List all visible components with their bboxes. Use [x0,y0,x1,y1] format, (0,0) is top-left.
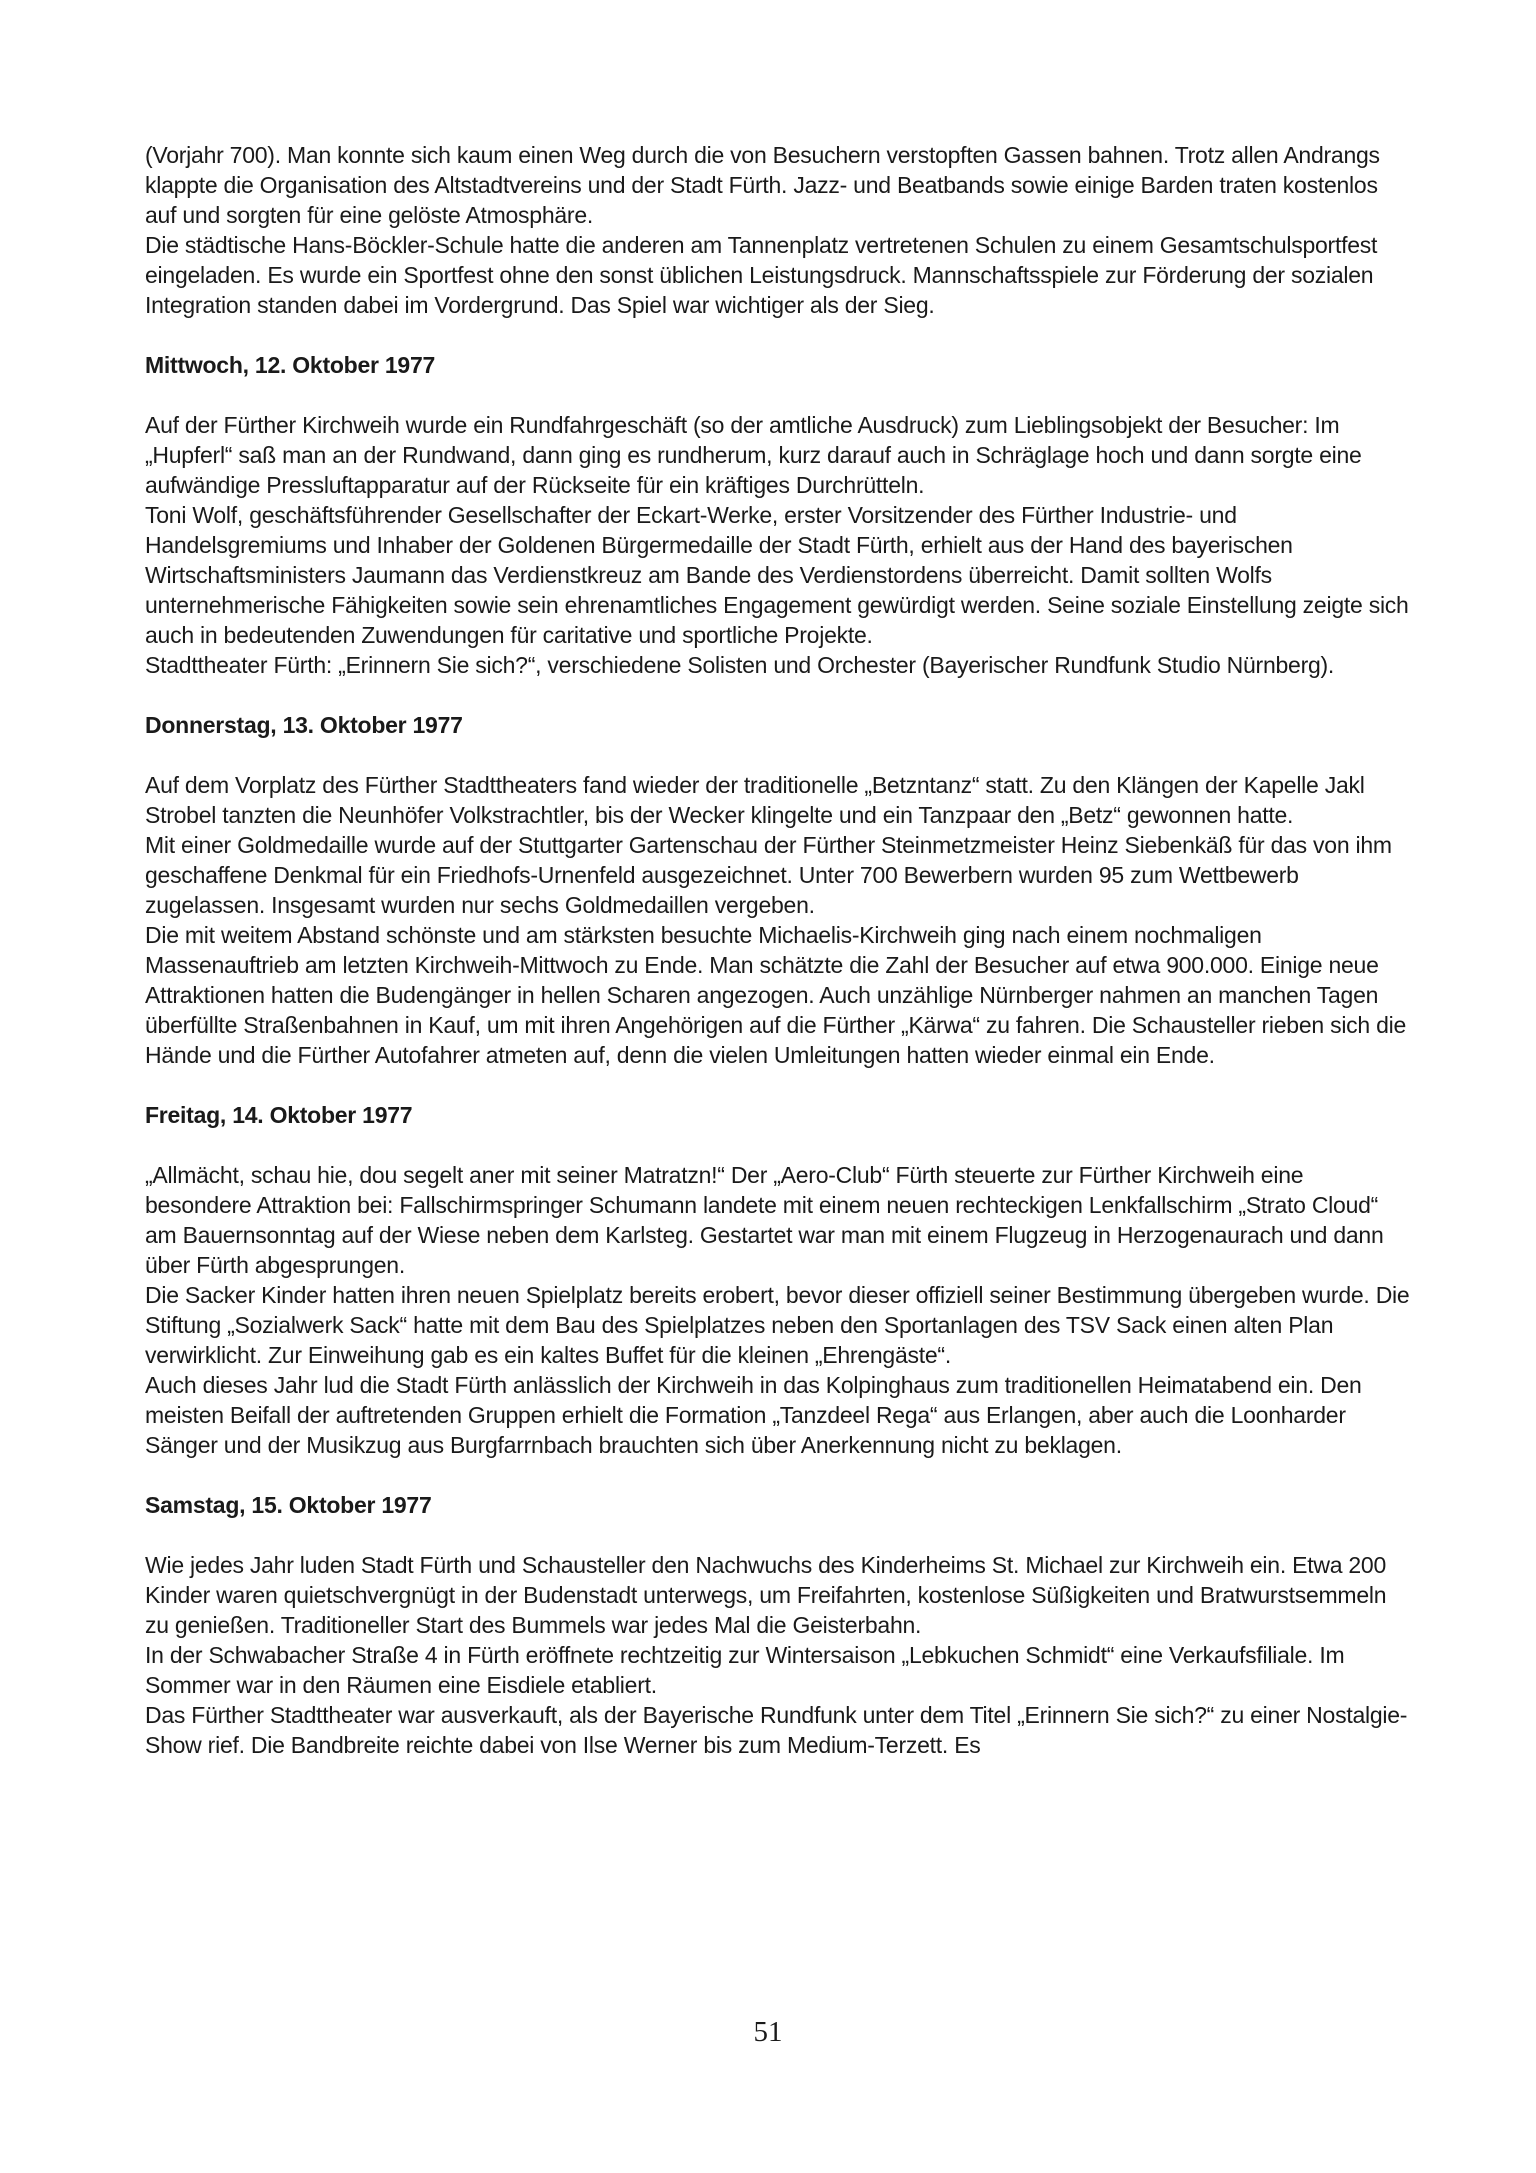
page-number: 51 [753,2016,783,2048]
intro-block [145,140,1410,320]
intro-paragraph: Die städtische Hans-Böckler-Schule hatte die anderen am Tannenplatz vertretenen Schulen zu einem Gesamtschulsportfest eingeladen. Es wurde ein Sportfest ohne den sonst üblichen Leistungsdruck. Mannschaftsspiele zur Förderung der sozialen Integration standen dabei im Vordergrund. Das Spiel war wichtiger als der Sieg. [145,232,1378,318]
section-paragraph: Mit einer Goldmedaille wurde auf der Stuttgarter Gartenschau der Fürther Steinmetzmeister Heinz Siebenkäß für das von ihm geschaffene Denkmal für ein Friedhofs-Urnenfeld ausgezeichnet. Unter 700 Bewerbern wurden 95 zum Wettbewerb zugelassen. Insgesamt wurden nur sechs Goldmedaillen vergeben. [145,832,1392,918]
section-paragraph: Toni Wolf, geschäftsführender Gesellschafter der Eckart-Werke, erster Vorsitzender des Fürther Industrie- und Handelsgremiums und Inhaber der Goldenen Bürgermedaille der Stadt Fürth, erhielt aus der Hand des bayerischen Wirtschaftsministers Jaumann das Verdienstkreuz am Bande des Verdienstordens überreicht. Damit sollten Wolfs unternehmerische Fähigkeiten sowie sein ehrenamtliches Engagement gewürdigt werden. Seine soziale Einstellung zeigte sich auch in bedeutenden Zuwendungen für caritative und sportliche Projekte. [145,502,1409,648]
section-paragraph: „Allmächt, schau hie, dou segelt aner mit seiner Matratzn!“ Der „Aero-Club“ Fürth steuerte zur Fürther Kirchweih eine besondere Attraktion bei: Fallschirmspringer Schumann landete mit einem neuen rechteckigen Lenkfallschirm „Strato Cloud“ am Bauernsonntag auf der Wiese neben dem Karlsteg. Gestartet war man mit einem Flugzeug in Herzogenaurach und dann über Fürth abgesprungen. [145,1162,1384,1278]
section-paragraph: Auf dem Vorplatz des Fürther Stadttheaters fand wieder der traditionelle „Betzntanz“ statt. Zu den Klängen der Kapelle Jakl Strobel tanzten die Neunhöfer Volkstrachtler, bis der Wecker klingelte und ein Tanzpaar den „Betz“ gewonnen hatte. [145,772,1365,828]
day-section-wednesday [145,350,1410,680]
section-paragraph: Auch dieses Jahr lud die Stadt Fürth anlässlich der Kirchweih in das Kolpinghaus zum traditionellen Heimatabend ein. Den meisten Beifall der auftretenden Gruppen erhielt die Formation „Tanzdeel Rega“ aus Erlangen, aber auch die Loonharder Sänger und der Musikzug aus Burgfarrnbach brauchten sich über Anerkennung nicht zu beklagen. [145,1372,1362,1458]
section-heading: Donnerstag, 13. Oktober 1977 [145,712,463,738]
section-heading: Mittwoch, 12. Oktober 1977 [145,352,436,378]
section-paragraph: Wie jedes Jahr luden Stadt Fürth und Schausteller den Nachwuchs des Kinderheims St. Michael zur Kirchweih ein. Etwa 200 Kinder waren quietschvergnügt in der Budenstadt unterwegs, um Freifahrten, kostenlose Süßigkeiten und Bratwurstsemmeln zu genießen. Traditioneller Start des Bummels war jedes Mal die Geisterbahn. [145,1552,1387,1638]
section-paragraph: Die Sacker Kinder hatten ihren neuen Spielplatz bereits erobert, bevor dieser offiziell seiner Bestimmung übergeben wurde. Die Stiftung „Sozialwerk Sack“ hatte mit dem Bau des Spielplatzes neben den Sportanlagen des TSV Sack einen alten Plan verwirklicht. Zur Einweihung gab es ein kaltes Buffet für die kleinen „Ehrengäste“. [145,1282,1410,1368]
section-paragraph: Die mit weitem Abstand schönste und am stärksten besuchte Michaelis-Kirchweih ging nach einem nochmaligen Massenauftrieb am letzten Kirchweih-Mittwoch zu Ende. Man schätzte die Zahl der Besucher auf etwa 900.000. Einige neue Attraktionen hatten die Budengänger in hellen Scharen angezogen. Auch unzählige Nürnberger nahmen an manchen Tagen überfüllte Straßenbahnen in Kauf, um mit ihren Angehörigen auf die Fürther „Kärwa“ zu fahren. Die Schausteller rieben sich die Hände und die Fürther Autofahrer atmeten auf, denn die vielen Umleitungen hatten wieder einmal ein Ende. [145,922,1407,1068]
section-paragraph: Das Fürther Stadttheater war ausverkauft, als der Bayerische Rundfunk unter dem Titel „Erinnern Sie sich?“ zu einer Nostalgie-Show rief. Die Bandbreite reichte dabei von Ilse Werner bis zum Medium-Terzett. Es [145,1702,1408,1758]
day-section-thursday [145,710,1410,1070]
day-section-saturday [145,1490,1410,1760]
day-section-friday [145,1100,1410,1460]
section-heading: Freitag, 14. Oktober 1977 [145,1102,413,1128]
section-paragraph: In der Schwabacher Straße 4 in Fürth eröffnete rechtzeitig zur Wintersaison „Lebkuchen Schmidt“ eine Verkaufsfiliale. Im Sommer war in den Räumen eine Eisdiele etabliert. [145,1642,1345,1698]
section-paragraph: Stadttheater Fürth: „Erinnern Sie sich?“, verschiedene Solisten und Orchester (Bayerischer Rundfunk Studio Nürnberg). [145,652,1335,678]
document-body [145,140,1410,1760]
section-paragraph: Auf der Fürther Kirchweih wurde ein Rundfahrgeschäft (so der amtliche Ausdruck) zum Lieblingsobjekt der Besucher: Im „Hupferl“ saß man an der Rundwand, dann ging es rundherum, kurz darauf auch in Schräglage hoch und dann sorgte eine aufwändige Pressluftapparatur auf der Rückseite für ein kräftiges Durchrütteln. [145,412,1362,498]
intro-paragraph: (Vorjahr 700). Man konnte sich kaum einen Weg durch die von Besuchern verstopften Gassen bahnen. Trotz allen Andrangs klappte die Organisation des Altstadtvereins und der Stadt Fürth. Jazz- und Beatbands sowie einige Barden traten kostenlos auf und sorgten für eine gelöste Atmosphäre. [145,142,1380,228]
section-heading: Samstag, 15. Oktober 1977 [145,1492,432,1518]
